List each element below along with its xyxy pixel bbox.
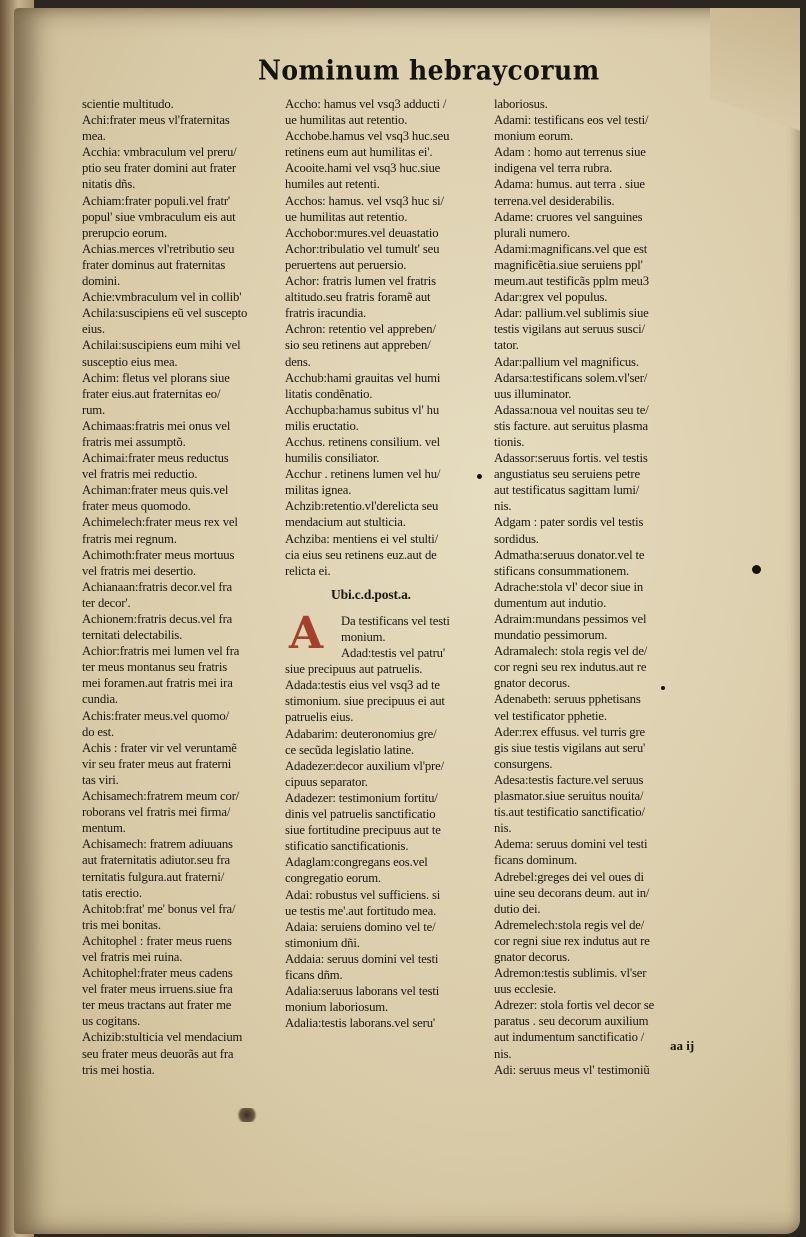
text-line: Adada:testis eius vel vsq3 ad te	[285, 678, 440, 693]
text-line: Adadezer:decor auxilium vl'pre/	[285, 758, 444, 773]
text-line: Achias.merces vl'retributio seu	[82, 241, 235, 256]
text-line: Acchub:hami grauitas vel humi	[285, 370, 441, 385]
text-line: Adenabeth: seruus pphetisans	[494, 692, 641, 707]
text-line: Adami:magnificans.vel que est	[494, 241, 648, 256]
text-line: plasmator.siue seruitus nouita/	[494, 789, 644, 804]
text-line: monium.	[341, 630, 386, 644]
text-line: siue fortitudine precipuus aut te	[285, 823, 441, 838]
text-line: ue testis me'.aut fortitudo mea.	[285, 903, 437, 918]
text-line: fratris iracundia.	[285, 306, 367, 321]
text-line: sio seu retinens aut appreben/	[285, 338, 431, 353]
text-line: vel fratris mei desertio.	[82, 563, 196, 578]
text-line: Adaglam:congregans eos.vel	[285, 855, 428, 870]
text-line: Achitophel:frater meus cadens	[82, 966, 233, 981]
text-line: uus illuminator.	[494, 386, 572, 401]
text-line: stimonium. siue precipuus ei aut	[285, 694, 445, 709]
text-line: consurgens.	[494, 756, 553, 771]
ink-dot	[661, 686, 665, 690]
text-line: Adassor:seruus fortis. vel testis	[494, 451, 648, 466]
text-line: tas viri.	[82, 772, 119, 787]
text-line: Achianaan:fratris decor.vel fra	[82, 579, 232, 594]
text-line: frater dominus aut fraternitas	[82, 257, 226, 272]
text-column-2	[285, 96, 490, 1046]
text-line: Accho: hamus vel vsq3 adducti /	[285, 97, 447, 111]
text-line: peruertens aut peruersio.	[285, 257, 407, 272]
text-line: Achie:vmbraculum vel in collib'	[82, 290, 242, 305]
text-line: ter decor'.	[82, 595, 131, 610]
text-line: Achi:frater meus vl'fraternitas	[82, 113, 230, 128]
text-line: Acchobor:mures.vel deuastatio	[285, 225, 439, 240]
text-line: Acchur . retinens lumen vel hu/	[285, 467, 441, 482]
text-line: Achim: fletus vel plorans siue	[82, 370, 230, 385]
text-line: aut fraternitatis adiutor.seu fra	[82, 853, 230, 868]
text-line: ter meus tractans aut frater me	[82, 998, 232, 1013]
text-line: Achiam:frater populi.vel fratr'	[82, 193, 231, 208]
text-line: frater eius.aut fraternitas eo/	[82, 386, 221, 401]
text-line: Achron: retentio vel appreben/	[285, 322, 436, 337]
text-column-3	[494, 96, 700, 1077]
text-line: Adrebel:greges dei vel oues di	[494, 869, 644, 884]
text-line: fratris mei regnum.	[82, 531, 177, 546]
signature-mark: aa ij	[670, 1038, 695, 1053]
ink-dot	[752, 565, 761, 574]
text-line: tator.	[494, 338, 519, 353]
ink-smudge	[236, 1108, 258, 1122]
text-line: ternitati delectabilis.	[82, 628, 183, 643]
text-line: mea.	[82, 129, 106, 144]
text-line: Addaia: seruus domini vel testi	[285, 951, 439, 966]
text-line: Adalia:seruus laborans vel testi	[285, 984, 440, 999]
text-line: Adema: seruus domini vel testi	[494, 837, 648, 852]
text-line: Achitob:frat' me' bonus vel fra/	[82, 901, 236, 916]
text-line: patruelis eius.	[285, 710, 354, 725]
text-line: vel fratris mei reductio.	[82, 467, 198, 482]
text-line: meum.aut testificãs pplm meu3	[494, 274, 649, 289]
text-line: Adi: seruus meus vl' testimoniũ	[494, 1062, 650, 1077]
text-line: Achzib:retentio.vl'derelicta seu	[285, 499, 439, 514]
text-line: rum.	[82, 402, 106, 417]
ink-dot	[477, 474, 482, 479]
text-line: Adar: pallium.vel sublimis siue	[494, 306, 649, 321]
text-line: seu frater meus deuorãs aut fra	[82, 1046, 234, 1061]
text-line: testis vigilans aut seruus susci/	[494, 322, 645, 337]
text-line: cor regni siue rex indutus aut re	[494, 933, 650, 948]
text-line: aut testificatus sagittam lumi/	[494, 483, 640, 498]
text-line: Admatha:seruus donator.vel te	[494, 547, 645, 562]
text-line: vir seu frater meus aut fraterni	[82, 756, 232, 771]
text-line: tris mei hostia.	[82, 1062, 155, 1077]
text-line: altitudo.seu fratris foramẽ aut	[285, 290, 431, 305]
text-line: Adrache:stola vl' decor siue in	[494, 579, 644, 594]
text-line: Acchia: vmbraculum vel preru/	[82, 145, 237, 160]
text-line: tionis.	[494, 434, 525, 449]
text-line: Achior:fratris mei lumen vel fra	[82, 644, 240, 659]
text-line: Da testificans vel testi	[341, 613, 450, 628]
text-line: Achisamech:fratrem meum cor/	[82, 789, 240, 804]
text-line: stificans consummationem.	[494, 563, 630, 578]
text-line: tris mei bonitas.	[82, 917, 161, 932]
text-line: eius.	[82, 322, 105, 337]
text-line: do est.	[82, 724, 115, 739]
text-line: uine seu decorans deum. aut in/	[494, 885, 650, 900]
text-line: uus ecclesie.	[494, 982, 557, 997]
text-line: ter meus montanus seu fratris	[82, 660, 228, 675]
text-line: gnator decorus.	[494, 676, 570, 691]
text-line: ptio seu frater domini aut frater	[82, 161, 236, 176]
text-line: Adama: humus. aut terra . siue	[494, 177, 645, 192]
text-line: ue humilitas aut retentio.	[285, 209, 408, 224]
text-line: popul' siue vmbraculum eis aut	[82, 209, 236, 224]
text-line: cor regni seu rex indutus.aut re	[494, 660, 647, 675]
text-line: stificatio sanctificationis.	[285, 839, 409, 854]
text-line: humiles aut retenti.	[285, 177, 380, 192]
text-line: Adame: cruores vel sanguines	[494, 209, 643, 224]
text-line: Adam : homo aut terrenus siue	[494, 145, 646, 160]
text-line: mei foramen.aut fratris mei ira	[82, 676, 233, 691]
text-line: Achizib:stulticia vel mendacium	[82, 1030, 243, 1045]
text-line: humilis consiliator.	[285, 451, 380, 466]
text-line: plurali numero.	[494, 225, 570, 240]
text-line: Adadezer: testimonium fortitu/	[285, 790, 438, 805]
text-line: paratus . seu decorum auxilium	[494, 1014, 649, 1029]
text-line: milis eructatio.	[285, 418, 359, 433]
text-line: Acooite.hami vel vsq3 huc.siue	[285, 161, 441, 176]
text-line: Achisamech: fratrem adiuuans	[82, 837, 233, 852]
text-line: terrena.vel desiderabilis.	[494, 193, 615, 208]
text-line: Acchupba:hamus subitus vl' hu	[285, 402, 440, 417]
text-line: Achionem:fratris decus.vel fra	[82, 612, 233, 626]
text-line: stis facture. aut seruitus plasma	[494, 418, 648, 433]
text-column-1	[82, 96, 288, 1077]
text-line: angustiatus seu seruiens petre	[494, 467, 640, 482]
text-line: monium eorum.	[494, 129, 574, 144]
text-line: Adarsa:testificans solem.vl'ser/	[494, 370, 648, 385]
text-line: Adremon:testis sublimis. vl'ser	[494, 966, 647, 981]
text-line: dens.	[285, 354, 311, 369]
text-line: Achor:tribulatio vel tumult' seu	[285, 241, 440, 256]
text-line: aut indumentum sanctificatio /	[494, 1030, 645, 1045]
text-line: litatis condẽnatio.	[285, 386, 373, 401]
text-line: dutio dei.	[494, 901, 541, 916]
text-line: Adar:grex vel populus.	[494, 290, 608, 305]
text-line: mendacium aut stulticia.	[285, 515, 406, 530]
text-line: monium laboriosum.	[285, 1000, 389, 1015]
text-line: Achziba: mentiens ei vel stulti/	[285, 531, 439, 546]
text-line: frater meus quomodo.	[82, 499, 191, 514]
text-line: ternitatis fulgura.aut fraterni/	[82, 869, 225, 884]
page-corner-fold	[710, 8, 800, 178]
text-line: nis.	[494, 499, 512, 514]
text-line: Achiman:frater meus quis.vel	[82, 483, 229, 498]
decorated-initial: A	[289, 607, 323, 659]
text-line: relicta ei.	[285, 563, 331, 578]
running-header: Nominum hebraycorum	[258, 54, 600, 86]
text-line: cundia.	[82, 692, 118, 707]
text-line: Adaia: seruiens domino vel te/	[285, 919, 436, 934]
text-line: ficans dominum.	[494, 853, 578, 868]
text-line: Adramalech: stola regis vel de/	[494, 644, 648, 659]
text-line: gnator decorus.	[494, 949, 570, 964]
section-heading: Ubi.c.d.post.a.	[331, 586, 411, 602]
text-line: Adassa:noua vel nouitas seu te/	[494, 402, 649, 417]
text-line: retinens eum aut humilitas ei'.	[285, 145, 433, 160]
text-line: Achilai:suscipiens eum mihi vel	[82, 338, 241, 353]
text-line: Achor: fratris lumen vel fratris	[285, 274, 436, 289]
text-line: Achis : frater vir vel veruntamẽ	[82, 740, 237, 755]
text-line: susceptio eius mea.	[82, 354, 178, 369]
text-line: Achila:suscipiens eũ vel suscepto	[82, 306, 248, 321]
text-line: gis siue testis vigilans aut seru'	[494, 740, 646, 755]
text-line: cipuus separator.	[285, 774, 368, 789]
text-line: dumentum aut indutio.	[494, 595, 607, 610]
text-line: Adesa:testis facture.vel seruus	[494, 772, 644, 787]
text-line: stimonium dñi.	[285, 935, 360, 950]
text-line: magnificẽtia.siue seruiens ppl'	[494, 257, 643, 272]
text-line: Adai: robustus vel sufficiens. si	[285, 887, 441, 902]
initial-block	[285, 607, 490, 661]
text-line: Adalia:testis laborans.vel seru'	[285, 1016, 436, 1031]
text-line: domini.	[82, 274, 121, 289]
text-line: ce secũda legislatio latine.	[285, 742, 414, 757]
text-line: ficans dñm.	[285, 967, 343, 982]
text-line: Adabarim: deuteronomius gre/	[285, 726, 437, 741]
text-line: laboriosus.	[494, 97, 548, 111]
text-line: Adremelech:stola regis vel de/	[494, 917, 645, 932]
text-line: nis.	[494, 1046, 512, 1061]
text-line: vel frater meus irruens.siue fra	[82, 982, 233, 997]
text-line: cia eius seu retinens euz.aut de	[285, 547, 437, 562]
text-line: congregatio eorum.	[285, 871, 381, 886]
text-line: nis.	[494, 821, 512, 836]
text-line: Ader:rex effusus. vel turris gre	[494, 724, 646, 739]
text-line: Adami: testificans eos vel testi/	[494, 113, 649, 128]
text-line: Adraim:mundans pessimos vel	[494, 612, 647, 626]
text-line: tis.aut testificatio sanctificatio/	[494, 805, 645, 820]
text-line: Acchos: hamus. vel vsq3 huc si/	[285, 193, 444, 208]
text-line: tatis erectio.	[82, 885, 142, 900]
text-line: indigena vel terra rubra.	[494, 161, 613, 176]
text-line: Adgam : pater sordis vel testis	[494, 515, 644, 530]
text-line: ue humilitas aut retentio.	[285, 113, 408, 128]
text-line: prerupcio eorum.	[82, 225, 167, 240]
text-line: Acchus. retinens consilium. vel	[285, 434, 440, 449]
text-line: militas ignea.	[285, 483, 352, 498]
text-line: dinis vel patruelis sanctificatio	[285, 807, 436, 822]
text-line: roborans vel fratris mei firma/	[82, 805, 231, 820]
text-line: sordidus.	[494, 531, 539, 546]
text-line: fratris mei assumptõ.	[82, 434, 186, 449]
text-line: us cogitans.	[82, 1014, 141, 1029]
text-line: Adrezer: stola fortis vel decor se	[494, 998, 655, 1013]
text-line: Achis:frater meus.vel quomo/	[82, 708, 229, 723]
text-line: Achitophel : frater meus ruens	[82, 933, 232, 948]
text-line: mundatio pessimorum.	[494, 628, 608, 643]
text-line: nitatis dñs.	[82, 177, 136, 192]
text-line: scientie multitudo.	[82, 97, 174, 111]
text-line: Achimaas:fratris mei onus vel	[82, 418, 231, 433]
text-line: vel fratris mei ruina.	[82, 949, 183, 964]
text-line: siue precipuus aut patruelis.	[285, 662, 423, 677]
text-line: Achimelech:frater meus rex vel	[82, 515, 238, 530]
text-line: vel testificator pphetie.	[494, 708, 607, 723]
text-line: Adad:testis vel patru'	[341, 646, 445, 661]
text-line: mentum.	[82, 821, 126, 836]
text-line: Acchobe.hamus vel vsq3 huc.seu	[285, 129, 450, 144]
text-line: Achimoth:frater meus mortuus	[82, 547, 235, 562]
text-line: Achimai:frater meus reductus	[82, 451, 229, 466]
text-line: Adar:pallium vel magnificus.	[494, 354, 639, 369]
